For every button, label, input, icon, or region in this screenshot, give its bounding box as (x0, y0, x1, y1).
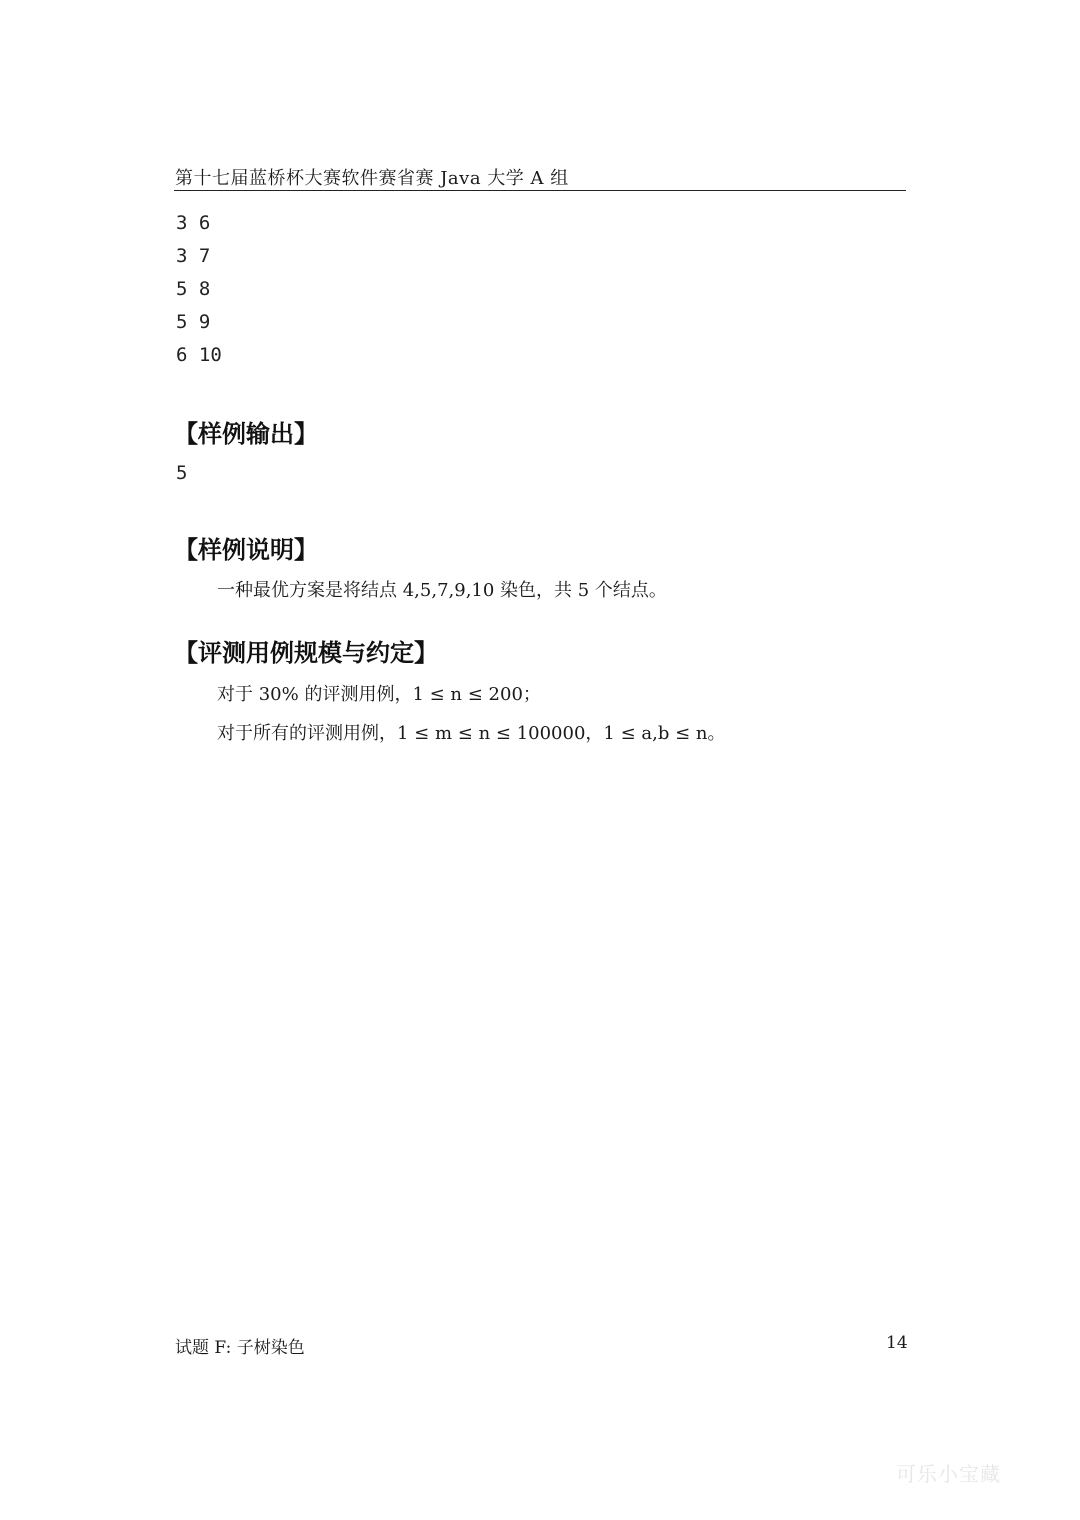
constraint-line: 对于 30% 的评测用例，1 ≤ n ≤ 200； (217, 684, 541, 705)
footer-problem-title: 试题 F: 子树染色 (175, 1338, 305, 1358)
page-number: 14 (886, 1333, 908, 1353)
sample-input-line: 6 10 (176, 344, 222, 366)
watermark: 可乐小宝藏 (896, 1462, 1001, 1486)
sample-output-value: 5 (176, 462, 188, 484)
constraints-heading: 【评测用例规模与约定】 (174, 639, 438, 667)
sample-output-heading: 【样例输出】 (174, 420, 318, 448)
header-rule (174, 190, 906, 191)
constraint-line: 对于所有的评测用例，1 ≤ m ≤ n ≤ 100000，1 ≤ a,b ≤ n。 (217, 723, 726, 744)
sample-explanation-heading: 【样例说明】 (174, 536, 318, 564)
running-header: 第十七届蓝桥杯大赛软件赛省赛 Java 大学 A 组 (175, 168, 569, 189)
sample-explanation-text: 一种最优方案是将结点 4,5,7,9,10 染色，共 5 个结点。 (217, 580, 667, 601)
sample-input-line: 5 8 (176, 278, 211, 300)
sample-input-line: 3 6 (176, 212, 211, 234)
sample-input-line: 5 9 (176, 311, 211, 333)
sample-input-line: 3 7 (176, 245, 211, 267)
